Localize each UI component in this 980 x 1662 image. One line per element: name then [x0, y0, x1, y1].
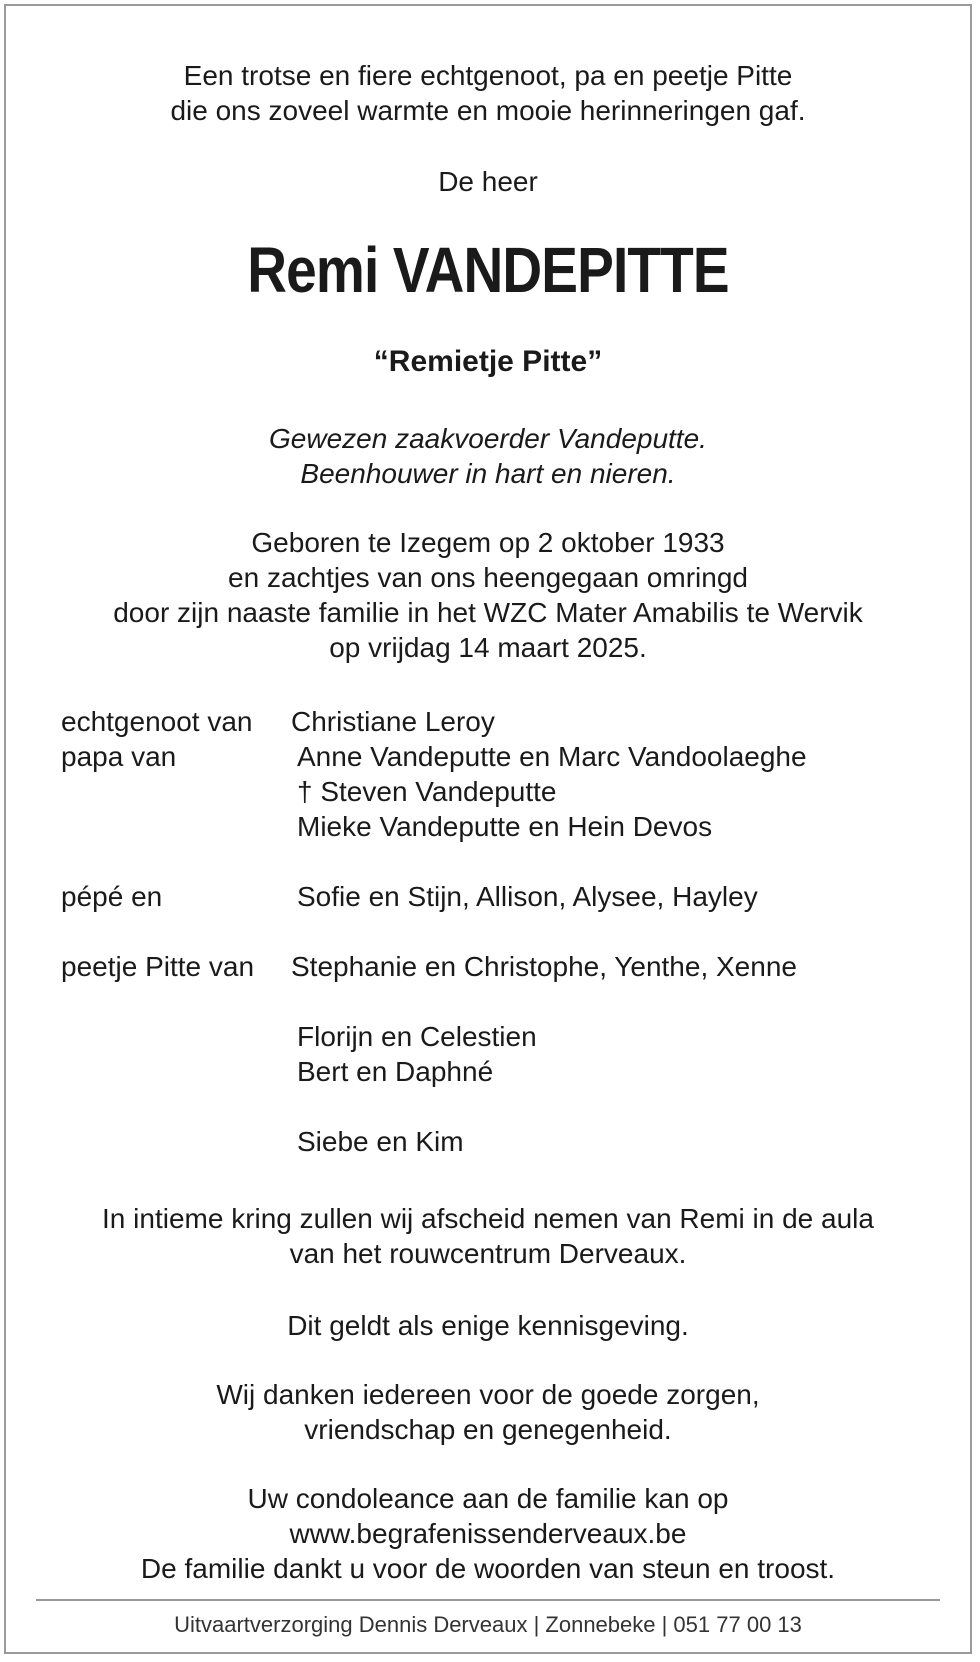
footer-funeral-home: Uitvaartverzorging Dennis Derveaux | Zonnebeke | 051 77 00 13 — [174, 1612, 802, 1637]
footer-divider — [36, 1599, 940, 1601]
family-label: pépé en — [61, 881, 163, 912]
birth-death-info — [6, 525, 970, 665]
family-row-grandchildren — [61, 879, 807, 914]
nickname-block — [6, 344, 970, 379]
family-value: Sofie en Stijn, Allison, Alysee, Hayley — [297, 881, 758, 912]
nickname: “Remietje Pitte” — [373, 345, 603, 378]
deceased-name: Remi VANDEPITTE — [247, 234, 729, 306]
family-value: Siebe en Kim — [297, 1126, 464, 1157]
notice-text: Dit geldt als enige kennisgeving. — [287, 1310, 689, 1341]
family-value: Bert en Daphné — [297, 1056, 494, 1087]
intro-text — [6, 58, 970, 128]
family-value: Stephanie en Christophe, Yenthe, Xenne — [291, 951, 797, 982]
family-value: Anne Vandeputte en Marc Vandoolaeghe — [297, 741, 807, 772]
description-line: Beenhouwer in hart en nieren. — [300, 458, 676, 489]
family-row-children — [61, 809, 807, 844]
thanks-line: vriendschap en genegenheid. — [304, 1414, 672, 1445]
family-value: Florijn en Celestien — [297, 1021, 537, 1052]
intro-line: Een trotse en fiere echtgenoot, pa en peetje Pitte — [183, 60, 793, 91]
condolence-line: Uw condoleance aan de familie kan op — [247, 1483, 729, 1514]
birth-line: door zijn naaste familie in het WZC Mater Amabilis te Wervik — [113, 597, 863, 628]
family-value: Christiane Leroy — [291, 706, 495, 737]
salutation: De heer — [438, 166, 538, 197]
family-value: † Steven Vandeputte — [297, 776, 557, 807]
family-value: Mieke Vandeputte en Hein Devos — [297, 811, 713, 842]
family-row-godchildren — [61, 1019, 807, 1054]
birth-line: en zachtjes van ons heengegaan omringd — [228, 562, 748, 593]
condolence-text — [6, 1481, 970, 1586]
description — [6, 421, 970, 491]
birth-line: Geboren te Izegem op 2 oktober 1933 — [251, 527, 725, 558]
birth-line: op vrijdag 14 maart 2025. — [329, 632, 647, 663]
condolence-website-link[interactable]: www.begrafenissenderveaux.be — [289, 1518, 687, 1549]
family-label: papa van — [61, 741, 177, 772]
family-label: peetje Pitte van — [61, 951, 255, 982]
thanks-text — [6, 1377, 970, 1447]
family-row-godchildren — [61, 949, 807, 984]
condolence-line: De familie dankt u voor de woorden van steun en troost. — [140, 1553, 836, 1584]
farewell-line: van het rouwcentrum Derveaux. — [289, 1238, 687, 1269]
intro-line: die ons zoveel warmte en mooie herinneringen gaf. — [170, 95, 806, 126]
family-row-godchildren — [61, 1124, 807, 1159]
deceased-name-block — [6, 234, 970, 306]
family-row-children — [61, 774, 807, 809]
family-row-children — [61, 739, 807, 774]
thanks-line: Wij danken iedereen voor de goede zorgen, — [216, 1379, 760, 1410]
description-line: Gewezen zaakvoerder Vandeputte. — [269, 423, 707, 454]
family-row-spouse — [61, 704, 807, 739]
family-list — [61, 704, 807, 1159]
family-row-godchildren — [61, 1054, 807, 1089]
death-notice — [4, 4, 972, 1654]
farewell-line: In intieme kring zullen wij afscheid nemen van Remi in de aula — [102, 1203, 874, 1234]
family-label: echtgenoot van — [61, 706, 253, 737]
farewell-text — [6, 1201, 970, 1271]
